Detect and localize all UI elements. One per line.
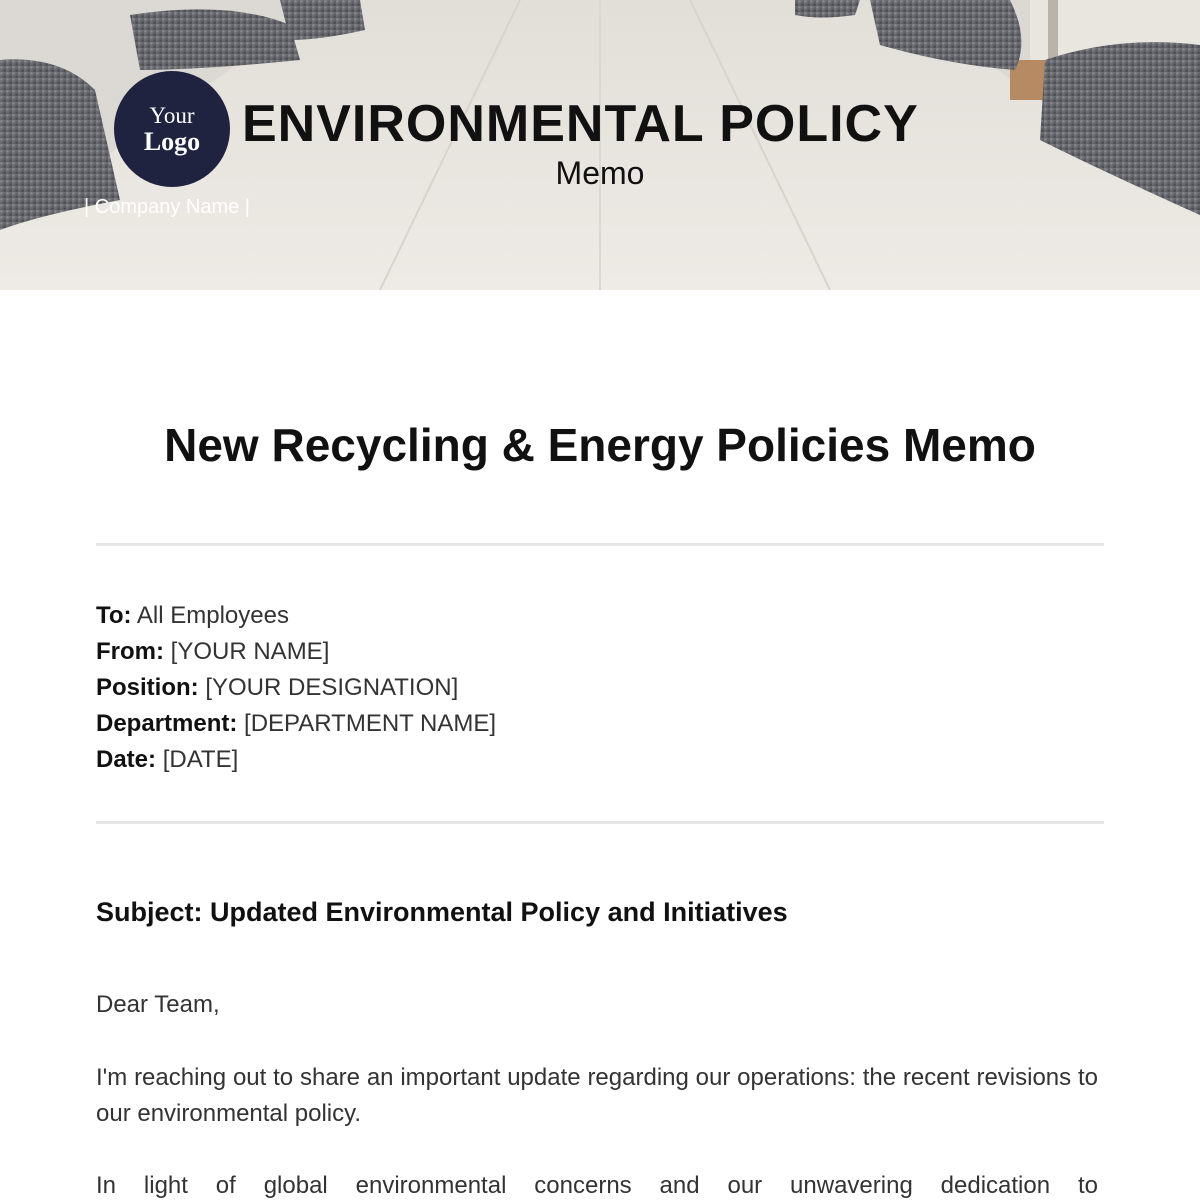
field-value: [DEPARTMENT NAME] (244, 710, 497, 737)
logo-text-line2: Logo (143, 127, 201, 156)
divider (96, 543, 1104, 546)
body-paragraph: In light of global environmental concerns and our unwavering dedication to (96, 1172, 1098, 1199)
field-label: Position: (96, 674, 199, 701)
field-label: Date: (96, 746, 157, 773)
body-paragraph: I'm reaching out to share an important update regarding our operations: the recent revisions to our environmental policy. (96, 1064, 1098, 1127)
field-label: Department: (96, 710, 238, 737)
memo-field-department (96, 706, 1104, 742)
field-value: [YOUR NAME] (170, 638, 330, 665)
salutation: Dear Team, (96, 991, 220, 1018)
banner-subtitle: Memo (555, 155, 645, 191)
page-title: New Recycling & Energy Policies Memo (164, 419, 1036, 471)
field-value: All Employees (136, 602, 289, 629)
memo-header-fields (96, 598, 1104, 778)
memo-field-to (96, 598, 1104, 634)
company-name: | Company Name | (84, 196, 251, 218)
banner-title: ENVIRONMENTAL POLICY (242, 95, 919, 153)
field-value: [DATE] (162, 746, 239, 773)
field-label: To: (96, 602, 132, 629)
memo-field-from (96, 634, 1104, 670)
memo-subject: Subject: Updated Environmental Policy and Initiatives (96, 897, 788, 927)
logo-text-line1: Your (149, 103, 195, 128)
field-label: From: (96, 638, 164, 665)
memo-field-date (96, 742, 1104, 778)
memo-field-position (96, 670, 1104, 706)
header-banner (0, 0, 1200, 290)
field-value: [YOUR DESIGNATION] (205, 674, 459, 701)
divider (96, 821, 1104, 824)
